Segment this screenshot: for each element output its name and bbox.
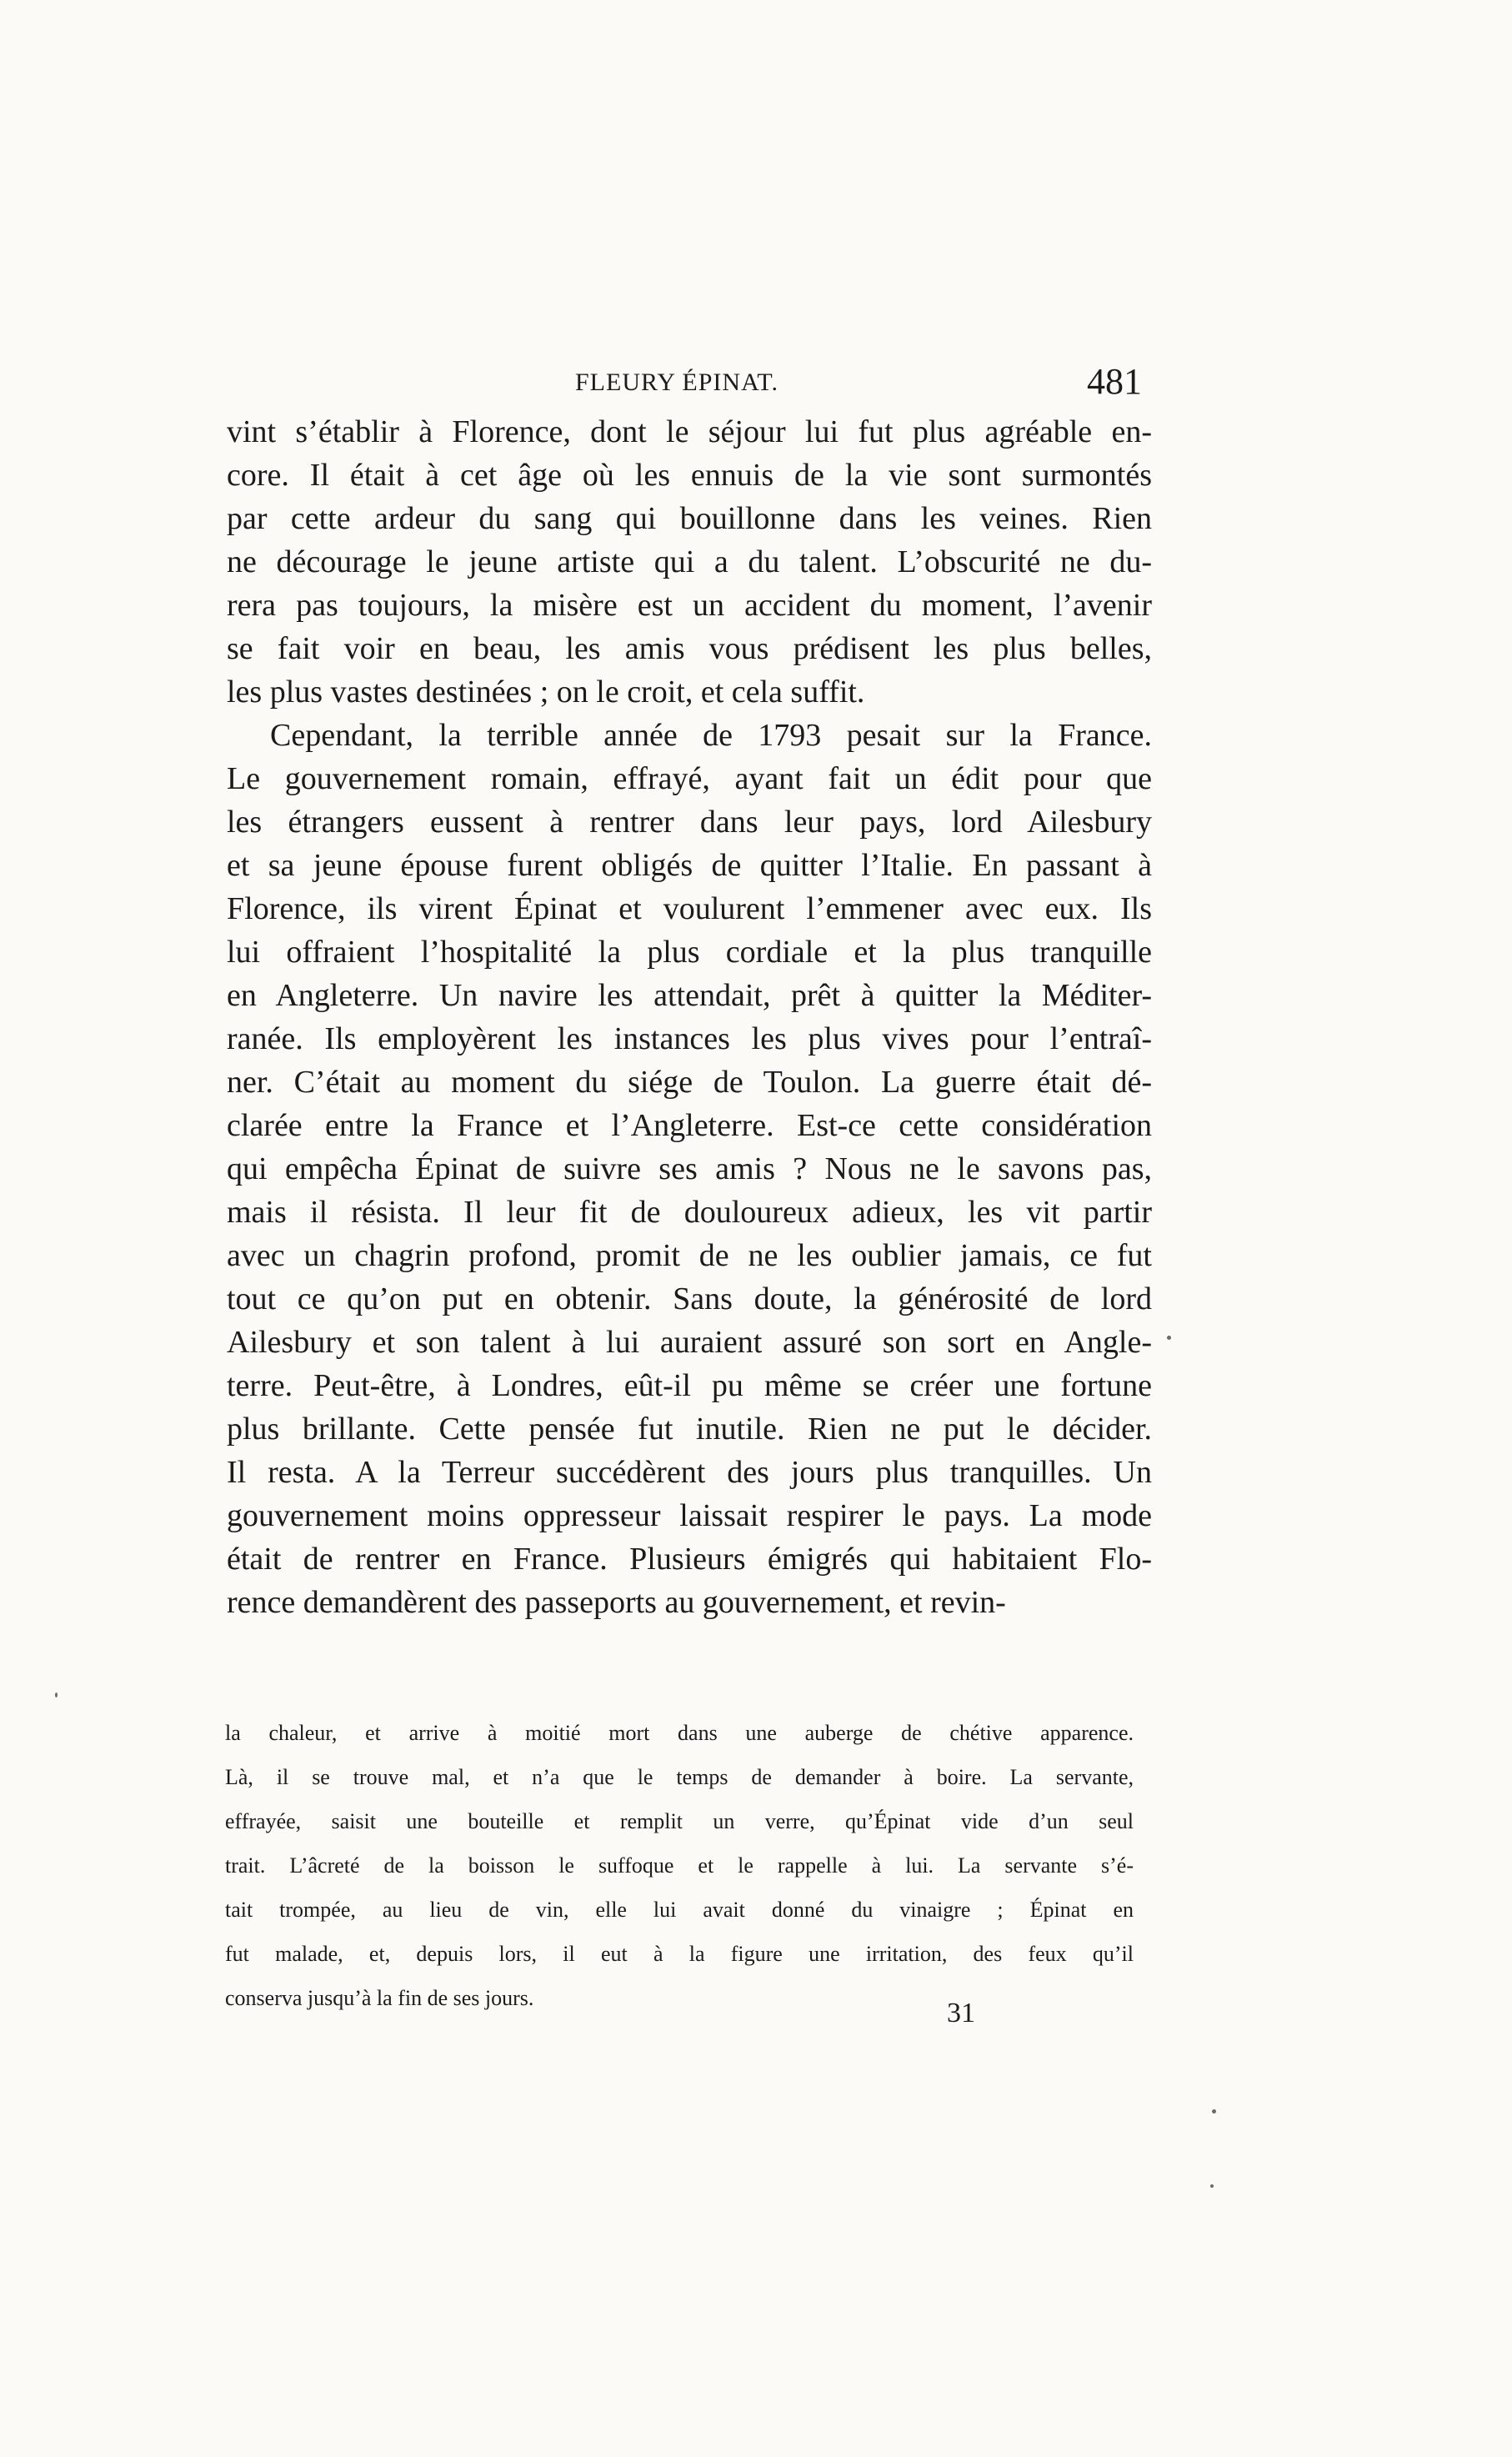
body-text bbox=[227, 410, 1152, 1624]
running-title: FLEURY ÉPINAT. bbox=[575, 369, 779, 396]
text-line: Cependant, la terrible année de 1793 pesait sur la France. bbox=[270, 718, 1152, 753]
text-line: terre. Peut-être, à Londres, eût-il pu même se créer une fortune bbox=[227, 1368, 1152, 1403]
footnote-line: effrayée, saisit une bouteille et remplit un verre, qu’Épinat vide d’un seul bbox=[225, 1809, 1134, 1833]
scan-speck bbox=[55, 1692, 58, 1697]
text-line: rera pas toujours, la misère est un accident du moment, l’avenir bbox=[227, 588, 1152, 623]
running-head bbox=[225, 360, 1150, 410]
text-line: ner. C’était au moment du siége de Toulon. La guerre était dé- bbox=[227, 1065, 1152, 1100]
text-line: mais il résista. Il leur fit de douloureux adieux, les vit partir bbox=[227, 1195, 1152, 1230]
text-line: qui empêcha Épinat de suivre ses amis ? Nous ne le savons pas, bbox=[227, 1151, 1152, 1186]
text-line: Ailesbury et son talent à lui auraient assuré son sort en Angle- bbox=[227, 1325, 1152, 1360]
scan-speck bbox=[1212, 2109, 1216, 2114]
footnote-line: trait. L’âcreté de la boisson le suffoque et le rappelle à lui. La servante s’é- bbox=[225, 1853, 1134, 1878]
text-line: tout ce qu’on put en obtenir. Sans doute, la générosité de lord bbox=[227, 1281, 1152, 1316]
text-line: Il resta. A la Terreur succédèrent des jours plus tranquilles. Un bbox=[227, 1455, 1152, 1490]
text-line: vint s’établir à Florence, dont le séjour lui fut plus agréable en- bbox=[227, 414, 1152, 449]
text-line: Le gouvernement romain, effrayé, ayant fait un édit pour que bbox=[227, 761, 1152, 796]
text-line: les plus vastes destinées ; on le croit, et cela suffit. bbox=[227, 674, 865, 710]
footnote-line: tait trompée, au lieu de vin, elle lui avait donné du vinaigre ; Épinat en bbox=[225, 1898, 1134, 1922]
text-line: était de rentrer en France. Plusieurs émigrés qui habitaient Flo- bbox=[227, 1542, 1152, 1577]
text-line: lui offraient l’hospitalité la plus cordiale et la plus tranquille bbox=[227, 935, 1152, 970]
footnote bbox=[225, 1711, 1134, 2020]
footnote-line: fut malade, et, depuis lors, il eut à la figure une irritation, des feux qu’il bbox=[225, 1942, 1134, 1966]
text-line: rence demandèrent des passeports au gouvernement, et revin- bbox=[227, 1585, 1006, 1620]
footnote-line: conserva jusqu’à la fin de ses jours. bbox=[225, 1986, 534, 2010]
text-line: les étrangers eussent à rentrer dans leur pays, lord Ailesbury bbox=[227, 805, 1152, 840]
footnote-line: Là, il se trouve mal, et n’a que le temps de demander à boire. La servante, bbox=[225, 1765, 1134, 1789]
signature-mark: 31 bbox=[947, 1998, 975, 2028]
scan-speck bbox=[1167, 1336, 1171, 1340]
text-line: se fait voir en beau, les amis vous prédisent les plus belles, bbox=[227, 631, 1152, 666]
text-line: et sa jeune épouse furent obligés de quitter l’Italie. En passant à bbox=[227, 848, 1152, 883]
text-line: core. Il était à cet âge où les ennuis de la vie sont surmontés bbox=[227, 458, 1152, 493]
footnote-line: la chaleur, et arrive à moitié mort dans une auberge de chétive apparence. bbox=[225, 1721, 1134, 1745]
page-number: 481 bbox=[1087, 361, 1142, 402]
text-line: Florence, ils virent Épinat et voulurent l’emmener avec eux. Ils bbox=[227, 891, 1152, 926]
text-line: en Angleterre. Un navire les attendait, prêt à quitter la Méditer- bbox=[227, 978, 1152, 1013]
text-line: plus brillante. Cette pensée fut inutile. Rien ne put le décider. bbox=[227, 1412, 1152, 1447]
text-line: clarée entre la France et l’Angleterre. Est-ce cette considération bbox=[227, 1108, 1152, 1143]
text-line: gouvernement moins oppresseur laissait respirer le pays. La mode bbox=[227, 1498, 1152, 1533]
text-line: par cette ardeur du sang qui bouillonne dans les veines. Rien bbox=[227, 501, 1152, 536]
text-line: ranée. Ils employèrent les instances les plus vives pour l’entraî- bbox=[227, 1021, 1152, 1056]
scan-speck bbox=[1210, 2184, 1214, 2188]
text-line: avec un chagrin profond, promit de ne les oublier jamais, ce fut bbox=[227, 1238, 1152, 1273]
text-line: ne décourage le jeune artiste qui a du talent. L’obscurité ne du- bbox=[227, 544, 1152, 579]
